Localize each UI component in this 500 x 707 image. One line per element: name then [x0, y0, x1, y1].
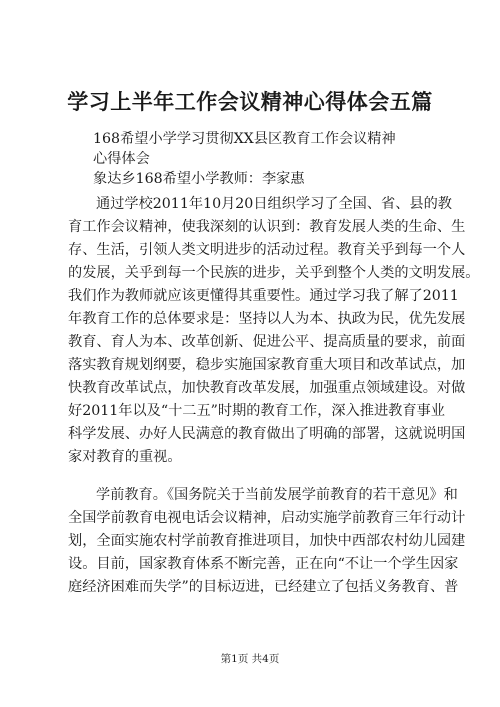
subtitle-line-1: 168希望小学学习贯彻XX县区教育工作会议精神 — [93, 131, 396, 147]
paragraph-1-line: 落实教育规划纲要，稳步实施国家教育重大项目和改革试点，加 — [68, 357, 466, 373]
paragraph-1-line: 年教育工作的总体要求是：坚持以人为本、执政为民，优先发展 — [68, 311, 466, 327]
subtitle-line-2: 心得体会 — [93, 151, 150, 167]
paragraph-2-line: 设。目前，国家教育体系不断完善，正在向“不让一个学生因家 — [68, 556, 459, 572]
paragraph-1-line: 通过学校2011年10月20日组织学习了全国、省、县的教 — [96, 196, 452, 212]
paragraph-1-line: 教育、育人为本、改革创新、促进公平、提高质量的要求，前面 — [68, 334, 466, 350]
paragraph-1-line: 科学发展、办好人民满意的教育做出了明确的部署，这就说明国 — [68, 426, 466, 442]
paragraph-1-line: 存、生活，引领人类文明进步的活动过程。教育关乎到每一个人 — [68, 242, 466, 258]
paragraph-1-line: 快教育改革试点，加快教育改革发展，加强重点领域建设。对做 — [68, 380, 466, 396]
paragraph-1-line: 好2011年以及“十二五”时期的教育工作，深入推进教育事业 — [68, 403, 445, 419]
paragraph-1-line: 家对教育的重视。 — [68, 449, 182, 465]
paragraph-2-line: 庭经济困难而失学”的目标迈进，已经建立了包括义务教育、普 — [68, 579, 459, 595]
paragraph-2-line: 划，全面实施农村学前教育推进项目，加快中西部农村幼儿园建 — [68, 533, 466, 549]
paragraph-2-line: 全国学前教育电视电话会议精神，启动实施学前教育三年行动计 — [68, 510, 466, 526]
paragraph-1-line: 育工作会议精神，使我深刻的认识到：教育发展人类的生命、生 — [68, 219, 466, 235]
paragraph-1-line: 的发展，关乎到每一个民族的进步，关乎到整个人类的文明发展。 — [68, 265, 480, 281]
page-number-footer: 第1页 共4页 — [220, 653, 280, 665]
document-title: 学习上半年工作会议精神心得体会五篇 — [67, 89, 433, 114]
author-line: 象达乡168希望小学教师：李家惠 — [93, 171, 305, 187]
paragraph-2-line: 学前教育。《国务院关于当前发展学前教育的若干意见》和 — [96, 487, 458, 503]
paragraph-1-line: 我们作为教师就应该更懂得其重要性。通过学习我了解了2011 — [68, 288, 459, 304]
